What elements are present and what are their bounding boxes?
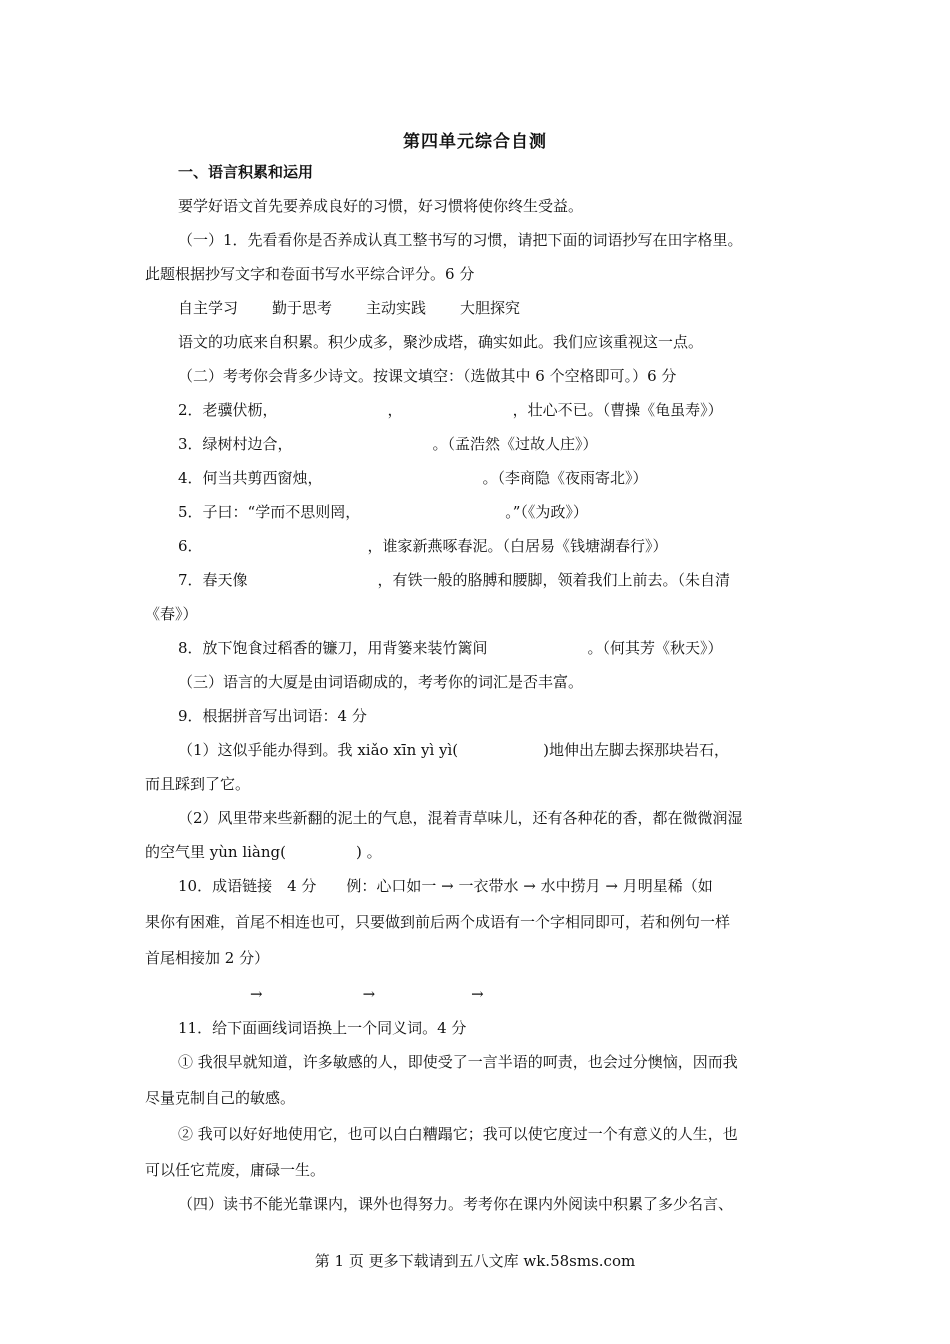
page-footer: 第 1 页 更多下载请到五八文库 wk.58sms.com (314, 1252, 636, 1270)
accumulate-text: 语文的功底来自积累。积少成多，聚沙成塔，确实如此。我们应该重视这一点。 (178, 333, 704, 351)
q2-item-8: 8．放下饱食过稻香的镰刀，用背篓来装竹篱间 。（何其芳《秋天》） (178, 639, 723, 657)
q1-line1: （一）1．先看看你是否养成认真工整书写的习惯，请把下面的词语抄写在田字格里。 (178, 231, 743, 249)
q1-words (178, 298, 810, 318)
q9-part2: （2）风里带来些新翻的泥土的气息，混着青草味儿，还有各种花的香，都在微微润湿 (178, 809, 743, 827)
q11-item2: ② 我可以好好地使用它，也可以白白糟蹋它；我可以使它度过一个有意义的人生，也 (178, 1125, 738, 1143)
q2-item-5: 5．子曰：“学而不思则罔， 。”（《为政》） (178, 503, 588, 521)
page-title: 第四单元综合自测 (403, 132, 547, 152)
word-item: 主动实践 (366, 299, 427, 317)
q10-answer-arrows (250, 984, 550, 1004)
q4-heading: （四）读书不能光靠课内，课外也得努力。考考你在课内外阅读中积累了多少名言、 (178, 1195, 734, 1213)
q9-part2-cont: 的空气里 yùn liàng( ) 。 (145, 843, 382, 861)
arrow-icon: → (471, 985, 484, 1003)
word-item: 勤于思考 (272, 299, 333, 317)
q3-heading: （三）语言的大厦是由词语砌成的，考考你的词汇是否丰富。 (178, 673, 584, 691)
q11-heading: 11．给下面画线词语换上一个同义词。4 分 (178, 1019, 467, 1037)
q11-item1: ① 我很早就知道，许多敏感的人，即使受了一言半语的呵责，也会过分懊恼，因而我 (178, 1053, 738, 1071)
section-heading: 一、语言积累和运用 (178, 163, 314, 181)
q2-heading: （二）考考你会背多少诗文。按课文填空：（选做其中 6 个空格即可。）6 分 (178, 367, 677, 385)
q10-line3: 首尾相接加 2 分） (145, 949, 270, 967)
word-item: 自主学习 (178, 299, 239, 317)
q10-line2: 果你有困难，首尾不相连也可，只要做到前后两个成语有一个字相同即可，若和例句一样 (145, 913, 731, 931)
q11-item1-cont: 尽量克制自己的敏感。 (145, 1089, 296, 1107)
q2-item-6: 6． ，谁家新燕啄春泥。（白居易《钱塘湖春行》） (178, 537, 668, 555)
q2-item-7-cont: 《春》） (145, 605, 198, 623)
q9-part1-cont: 而且踩到了它。 (145, 775, 251, 793)
q9-part1: （1）这似乎能办得到。我 xiǎo xīn yì yì( )地伸出左脚去探那块岩石， (178, 741, 730, 759)
arrow-icon: → (250, 985, 263, 1003)
word-item: 大胆探究 (460, 299, 521, 317)
q1-line2: 此题根据抄写文字和卷面书写水平综合评分。6 分 (145, 265, 475, 283)
q9-heading: 9．根据拼音写出词语：4 分 (178, 707, 367, 725)
arrow-icon: → (362, 985, 376, 1003)
q2-item-2: 2．老骥伏枥， ， ，壮心不已。（曹操《龟虽寿》） (178, 401, 723, 419)
intro-text: 要学好语文首先要养成良好的习惯，好习惯将使你终生受益。 (178, 197, 584, 215)
q10-line1: 10．成语链接 4 分 例：心口如一 → 一衣带水 → 水中捞月 → 月明星稀（如 (178, 877, 713, 895)
q11-item2-cont: 可以任它荒废，庸碌一生。 (145, 1161, 326, 1179)
q2-item-7: 7．春天像 ，有铁一般的胳膊和腰脚，领着我们上前去。（朱自清 (178, 571, 731, 589)
q2-item-4: 4．何当共剪西窗烛， 。（李商隐《夜雨寄北》） (178, 469, 648, 487)
q2-item-3: 3．绿树村边合， 。（孟浩然《过故人庄》） (178, 435, 598, 453)
